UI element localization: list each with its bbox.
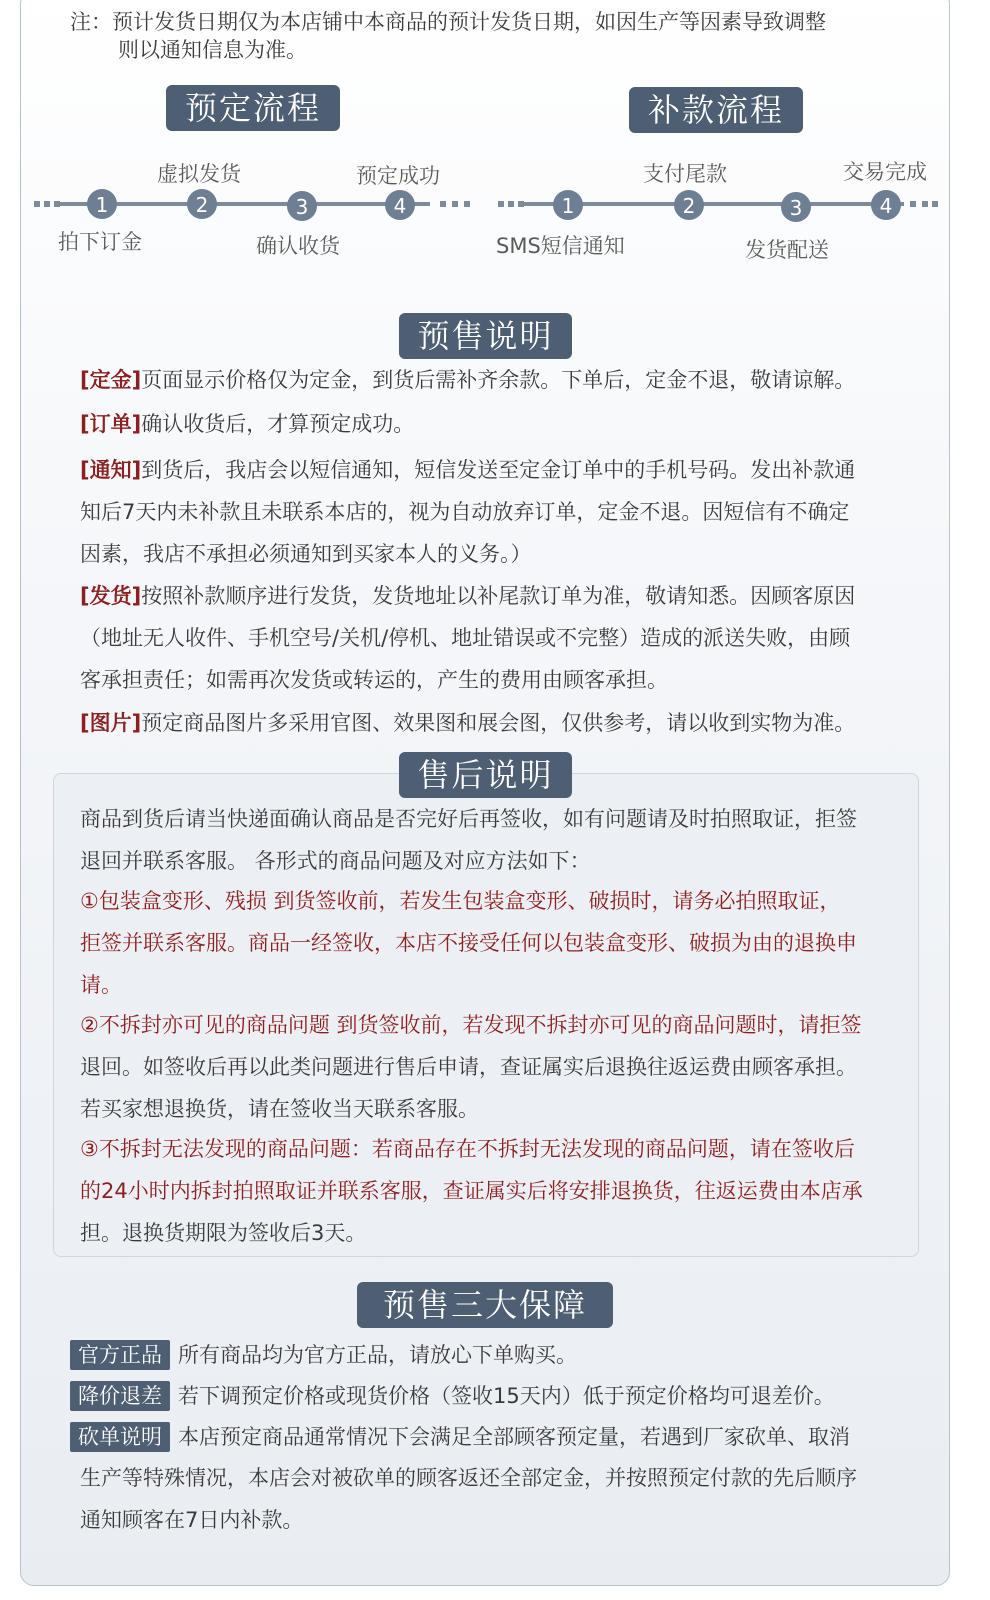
aftersale-case-3 bbox=[80, 1128, 920, 1254]
flow2-label-delivery: 发货配送 bbox=[745, 238, 829, 262]
flow2-step-4 bbox=[871, 190, 901, 220]
flow1-label-success: 预定成功 bbox=[356, 164, 440, 188]
flow1-label-confirm: 确认收货 bbox=[256, 234, 340, 258]
aftersale-line: 请。 bbox=[80, 973, 122, 997]
aftersale-line: 商品到货后请当快递面确认商品是否完好后再签收，如有问题请及时拍照取证，拒签 bbox=[80, 807, 857, 831]
guarantee-text: 若下调预定价格或现货价格（签收15天内）低于预定价格均可退差价。 bbox=[178, 1384, 835, 1408]
flow1-step-2 bbox=[187, 189, 217, 219]
note-line-2: 则以通知信息为准。 bbox=[118, 38, 307, 62]
aftersale-line: 退回。如签收后再以此类问题进行售后申请，查证属实后退换往返运费由顾客承担。 bbox=[80, 1055, 857, 1079]
aftersale-intro bbox=[80, 798, 920, 882]
presale-text: 知后7天内未补款且未联系本店的，视为自动放弃订单，定金不退。因短信有不确定 bbox=[80, 500, 850, 524]
presale-text: 预定商品图片多采用官图、效果图和展会图，仅供参考，请以收到实物为准。 bbox=[141, 711, 856, 735]
guarantee-tag: 官方正品 bbox=[70, 1340, 170, 1370]
svg-text:3: 3 bbox=[789, 196, 803, 220]
note-line-1: 注：预计发货日期仅为本店铺中本商品的预计发货日期，如因生产等因素导致调整 bbox=[70, 10, 826, 34]
presale-tag: [订单] bbox=[80, 412, 142, 436]
presale-text: 客承担责任；如需再次发货或转运的，产生的费用由顾客承担。 bbox=[80, 668, 668, 692]
svg-text:4: 4 bbox=[879, 194, 893, 218]
presale-item-images bbox=[80, 702, 920, 744]
aftersale-line: 若买家想退换货，请在签收当天联系客服。 bbox=[80, 1097, 479, 1121]
presale-item-shipping bbox=[80, 575, 920, 701]
svg-text:1: 1 bbox=[561, 194, 575, 218]
guarantee-line: 生产等特殊情况，本店会对被砍单的顾客返还全部定金，并按照预定付款的先后顺序 bbox=[80, 1466, 857, 1490]
flow2-step-1 bbox=[553, 190, 583, 220]
aftersale-line: ①包装盒变形、残损 到货签收前，若发生包装盒变形、破损时，请务必拍照取证， bbox=[80, 889, 841, 913]
presale-tag: [发货] bbox=[80, 584, 142, 608]
presale-tag: [通知] bbox=[80, 458, 142, 482]
svg-text:4: 4 bbox=[393, 194, 407, 218]
svg-text:3: 3 bbox=[295, 195, 309, 219]
presale-text: （地址无人收件、手机空号/关机/停机、地址错误或不完整）造成的派送失败，由顾 bbox=[80, 626, 851, 650]
flow2-step-2 bbox=[674, 190, 704, 220]
presale-item-deposit bbox=[80, 359, 920, 401]
guarantee-text: 所有商品均为官方正品，请放心下单购买。 bbox=[178, 1343, 577, 1367]
presale-item-order bbox=[80, 403, 920, 445]
guarantee-title: 预售三大保障 bbox=[357, 1282, 613, 1328]
aftersale-line: 退回并联系客服。 各形式的商品问题及对应方法如下： bbox=[80, 849, 591, 873]
guarantee-item-authentic bbox=[70, 1334, 910, 1376]
flow1-step-1 bbox=[87, 189, 117, 219]
presale-tag: [图片] bbox=[80, 711, 142, 735]
presale-title: 预售说明 bbox=[399, 313, 572, 359]
presale-item-notice bbox=[80, 449, 920, 575]
aftersale-title: 售后说明 bbox=[399, 752, 572, 798]
flow2-step-3 bbox=[781, 192, 811, 222]
aftersale-line: ③不拆封无法发现的商品问题：若商品存在不拆封无法发现的商品问题，请在签收后 bbox=[80, 1137, 855, 1161]
flow2-label-complete: 交易完成 bbox=[843, 160, 927, 184]
flow2-title: 补款流程 bbox=[629, 87, 803, 133]
guarantee-item-cancel bbox=[70, 1416, 910, 1458]
guarantee-text: 本店预定商品通常情况下会满足全部顾客预定量，若遇到厂家砍单、取消 bbox=[178, 1425, 850, 1449]
presale-tag: [定金] bbox=[80, 368, 142, 392]
flow-diagrams bbox=[0, 0, 990, 270]
aftersale-line: 担。退换货期限为签收后3天。 bbox=[80, 1221, 367, 1245]
flow1-label-deposit: 拍下订金 bbox=[58, 230, 142, 254]
aftersale-line: ②不拆封亦可见的商品问题 到货签收前，若发现不拆封亦可见的商品问题时，请拒签 bbox=[80, 1013, 862, 1037]
guarantee-item-price-drop bbox=[70, 1375, 910, 1417]
flow2-label-pay-balance: 支付尾款 bbox=[643, 162, 727, 186]
presale-text: 因素，我店不承担必须通知到买家本人的义务。） bbox=[80, 542, 532, 566]
flow1-title: 预定流程 bbox=[166, 85, 340, 131]
guarantee-continuation bbox=[80, 1457, 920, 1541]
presale-text: 到货后，我店会以短信通知，短信发送至定金订单中的手机号码。发出补款通 bbox=[141, 458, 856, 482]
presale-text: 按照补款顺序进行发货，发货地址以补尾款订单为准，敬请知悉。因顾客原因 bbox=[141, 584, 856, 608]
aftersale-case-2 bbox=[80, 1004, 920, 1130]
flow1-label-virtual-ship: 虚拟发货 bbox=[157, 162, 241, 186]
guarantee-line: 通知顾客在7日内补款。 bbox=[80, 1508, 304, 1532]
aftersale-line: 的24小时内拆封拍照取证并联系客服，查证属实后将安排退换货，往返运费由本店承 bbox=[80, 1179, 863, 1203]
svg-text:2: 2 bbox=[682, 194, 696, 218]
svg-text:1: 1 bbox=[95, 193, 109, 217]
svg-text:2: 2 bbox=[195, 193, 209, 217]
guarantee-tag: 砍单说明 bbox=[70, 1422, 170, 1452]
flow1-step-3 bbox=[287, 191, 317, 221]
aftersale-line: 拒签并联系客服。商品一经签收，本店不接受任何以包装盒变形、破损为由的退换申 bbox=[80, 931, 857, 955]
aftersale-case-1 bbox=[80, 880, 920, 1006]
guarantee-tag: 降价退差 bbox=[70, 1381, 170, 1411]
presale-text: 页面显示价格仅为定金，到货后需补齐余款。下单后，定金不退，敬请谅解。 bbox=[141, 368, 856, 392]
presale-text: 确认收货后，才算预定成功。 bbox=[141, 412, 415, 436]
flow1-step-4 bbox=[385, 190, 415, 220]
flow2-label-sms: SMS短信通知 bbox=[496, 234, 625, 258]
